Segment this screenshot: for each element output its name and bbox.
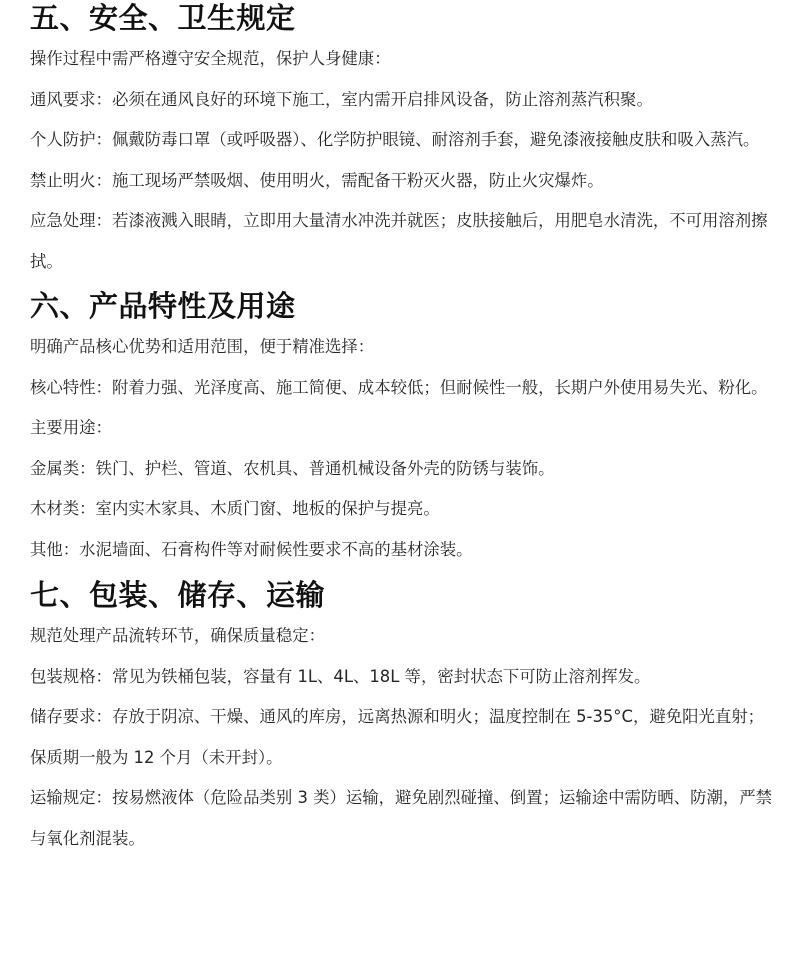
paragraph-no-open-flame: 禁止明火：施工现场严禁吸烟、使用明火，需配备干粉灭火器，防止火灾爆炸。 [30, 170, 604, 190]
paragraph-ventilation: 通风要求：必须在通风良好的环境下施工，室内需开启排风设备，防止溶剂蒸汽积聚。 [30, 89, 653, 109]
paragraph-storage: 储存要求：存放于阴凉、干燥、通风的库房，远离热源和明火；温度控制在 5-35°C，避免阳光直射；保质期一般为 12 个月（未开封）。 [30, 707, 765, 767]
section-intro: 明确产品核心优势和适用范围，便于精准选择： [30, 337, 375, 356]
section-safety [30, 0, 775, 282]
paragraph-other: 其他：水泥墙面、石膏构件等对耐候性要求不高的基材涂装。 [30, 539, 473, 559]
paragraph-packaging-spec: 包装规格：常见为铁桶包装，容量有 1L、4L、18L 等，密封状态下可防止溶剂挥发。 [30, 666, 651, 686]
section-heading: 七、包装、储存、运输 [30, 578, 326, 612]
section-intro: 操作过程中需严格遵守安全规范，保护人身健康： [30, 49, 391, 68]
section-packaging [30, 576, 775, 859]
paragraph-core-features: 核心特性：附着力强、光泽度高、施工简便、成本较低；但耐候性一般，长期户外使用易失光、粉化。 [30, 377, 768, 397]
paragraph-main-uses: 主要用途： [30, 418, 112, 437]
section-heading: 五、安全、卫生规定 [30, 1, 296, 35]
document-page [30, 0, 775, 859]
paragraph-transport: 运输规定：按易燃液体（危险品类别 3 类）运输，避免剧烈碰撞、倒置；运输途中需防晒、防潮，严禁与氧化剂混装。 [30, 788, 773, 848]
paragraph-wood: 木材类：室内实木家具、木质门窗、地板的保护与提亮。 [30, 499, 440, 518]
paragraph-emergency: 应急处理：若漆液溅入眼睛，立即用大量清水冲洗并就医；皮肤接触后，用肥皂水清洗，不可用溶剂擦拭。 [30, 211, 768, 271]
section-features [30, 287, 775, 570]
section-heading: 六、产品特性及用途 [30, 289, 296, 323]
paragraph-metal: 金属类：铁门、护栏、管道、农机具、普通机械设备外壳的防锈与装饰。 [30, 458, 555, 478]
section-intro: 规范处理产品流转环节，确保质量稳定： [30, 626, 326, 645]
paragraph-personal-protection: 个人防护：佩戴防毒口罩（或呼吸器）、化学防护眼镜、耐溶剂手套，避免漆液接触皮肤和吸入蒸汽。 [30, 130, 760, 149]
